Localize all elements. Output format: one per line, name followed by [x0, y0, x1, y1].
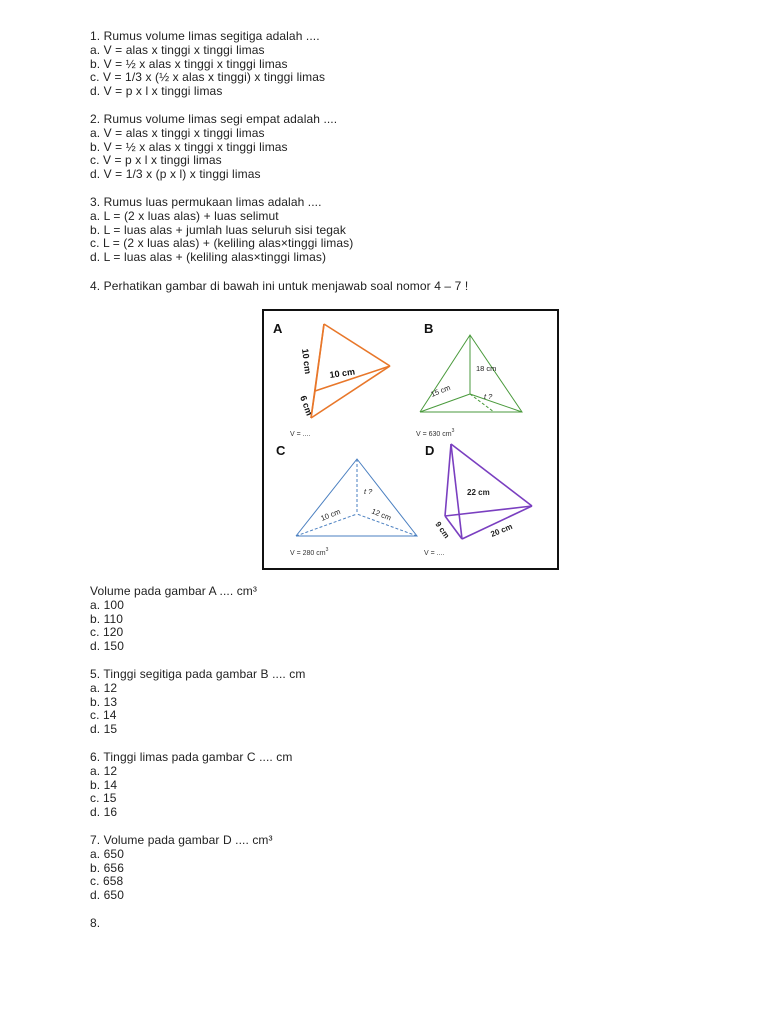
question-1-option-b: b. V = ½ x alas x tinggi x tinggi limas [90, 56, 288, 71]
pyramid-b-volume [416, 428, 455, 438]
question-2-option-b: b. V = ½ x alas x tinggi x tinggi limas [90, 139, 288, 154]
pyramid-b-edge [420, 394, 470, 412]
question-4-option-b: b. 110 [90, 611, 124, 626]
question-7-option-d: d. 650 [90, 888, 124, 903]
question-2-option-d: d. V = 1/3 x (p x l) x tinggi limas [90, 167, 261, 182]
question-1 [90, 30, 325, 99]
question-7 [90, 834, 273, 903]
pyramid-c-edge-label-1: 10 cm [319, 506, 342, 523]
question-8 [90, 917, 100, 931]
question-7-text: 7. Volume pada gambar D .... cm³ [90, 833, 273, 847]
pyramid-a-edge-label-3: 6 cm [298, 394, 315, 417]
pyramid-b-label: B [424, 321, 434, 336]
question-4-intro [90, 280, 468, 294]
pyramid-c-hidden-edges [296, 459, 417, 536]
pyramid-a-edge-label-2: 10 cm [328, 366, 356, 380]
pyramid-c-label: C [276, 443, 286, 458]
question-2-option-a: a. V = alas x tinggi x tinggi limas [90, 125, 265, 140]
pyramid-d [424, 443, 532, 557]
pyramid-b-edge-label-1: 18 cm [476, 364, 497, 373]
pyramid-a-volume: V = .... [290, 431, 311, 438]
question-3-text: 3. Rumus luas permukaan limas adalah .... [90, 195, 322, 209]
pyramid-a-edge [324, 324, 390, 366]
question-5-option-a: a. 12 [90, 680, 118, 695]
question-1-option-c: c. V = 1/3 x (½ x alas x tinggi) x tinggi limas [90, 70, 326, 85]
question-2-option-c: c. V = p x l x tinggi limas [90, 153, 222, 168]
pyramid-b [416, 321, 522, 438]
question-3-option-a: a. L = (2 x luas alas) + luas selimut [90, 208, 279, 223]
pyramid-d-volume: V = .... [424, 550, 445, 557]
question-5 [90, 668, 305, 737]
question-6-option-a: a. 12 [90, 763, 118, 778]
question-6-option-d: d. 16 [90, 805, 118, 820]
pyramid-c-unknown: t ? [364, 487, 373, 496]
question-6-option-b: b. 14 [90, 777, 118, 792]
question-3-option-c: c. L = (2 x luas alas) + (keliling alas×tinggi limas) [90, 236, 354, 251]
pyramid-c [276, 443, 417, 557]
pyramid-c-volume-value: V = 280 cm [290, 550, 326, 557]
pyramid-c-volume-exponent: 3 [325, 547, 329, 553]
pyramid-b-edge-label-2: 15 cm [429, 382, 452, 399]
question-1-option-a: a. V = alas x tinggi x tinggi limas [90, 42, 265, 57]
question-7-option-c: c. 658 [90, 874, 124, 889]
pyramid-c-edge-label-2: 12 cm [370, 506, 393, 523]
question-7-option-b: b. 656 [90, 860, 124, 875]
pyramid-a [273, 321, 390, 438]
question-3 [90, 196, 353, 265]
pyramid-d-edge-label-2: 9 cm [433, 519, 452, 541]
question-4-option-a: a. 100 [90, 597, 124, 612]
pyramid-d-label: D [425, 443, 435, 458]
question-4-option-d: d. 150 [90, 639, 124, 654]
question-8-text: 8. [90, 916, 101, 930]
question-3-option-d: d. L = luas alas + (keliling alas×tinggi limas) [90, 250, 327, 265]
question-5-text: 5. Tinggi segitiga pada gambar B .... cm [90, 667, 306, 681]
pyramid-d-edge-label-1: 22 cm [467, 488, 490, 497]
pyramid-b-edge [470, 394, 522, 412]
question-6-text: 6. Tinggi limas pada gambar C .... cm [90, 750, 293, 764]
question-3-option-b: b. L = luas alas + jumlah luas seluruh sisi tegak [90, 222, 346, 237]
pyramid-d-edge-label-3: 20 cm [489, 522, 514, 539]
question-5-option-d: d. 15 [90, 722, 118, 737]
question-2-text: 2. Rumus volume limas segi empat adalah .... [90, 112, 338, 126]
question-4 [90, 585, 257, 654]
pyramid-figure-svg [264, 311, 557, 568]
question-4-text: Volume pada gambar A .... cm³ [90, 584, 257, 598]
pyramid-a-edge [315, 324, 324, 391]
question-4-intro-text: 4. Perhatikan gambar di bawah ini untuk menjawab soal nomor 4 – 7 ! [90, 279, 469, 293]
question-6 [90, 751, 292, 820]
question-7-option-a: a. 650 [90, 846, 124, 861]
question-5-option-b: b. 13 [90, 694, 118, 709]
pyramid-a-label: A [273, 321, 283, 336]
pyramid-a-edge-label-1: 10 cm [300, 348, 314, 375]
pyramid-b-edges [420, 335, 522, 412]
question-1-text: 1. Rumus volume limas segitiga adalah .... [90, 29, 320, 43]
pyramid-d-edge [445, 444, 451, 516]
pyramid-b-unknown: t ? [484, 392, 493, 401]
pyramid-d-edge [451, 444, 532, 506]
pyramid-c-volume [290, 547, 329, 557]
pyramid-b-edge [420, 335, 522, 412]
question-1-option-d: d. V = p x l x tinggi limas [90, 84, 223, 99]
pyramid-b-volume-value: V = 630 cm [416, 431, 452, 438]
question-6-option-c: c. 15 [90, 791, 117, 806]
question-2 [90, 113, 337, 182]
pyramid-figure [262, 309, 559, 570]
pyramid-d-edge [451, 444, 462, 539]
pyramid-b-volume-exponent: 3 [451, 428, 455, 434]
question-5-option-c: c. 14 [90, 708, 117, 723]
question-4-option-c: c. 120 [90, 625, 124, 640]
